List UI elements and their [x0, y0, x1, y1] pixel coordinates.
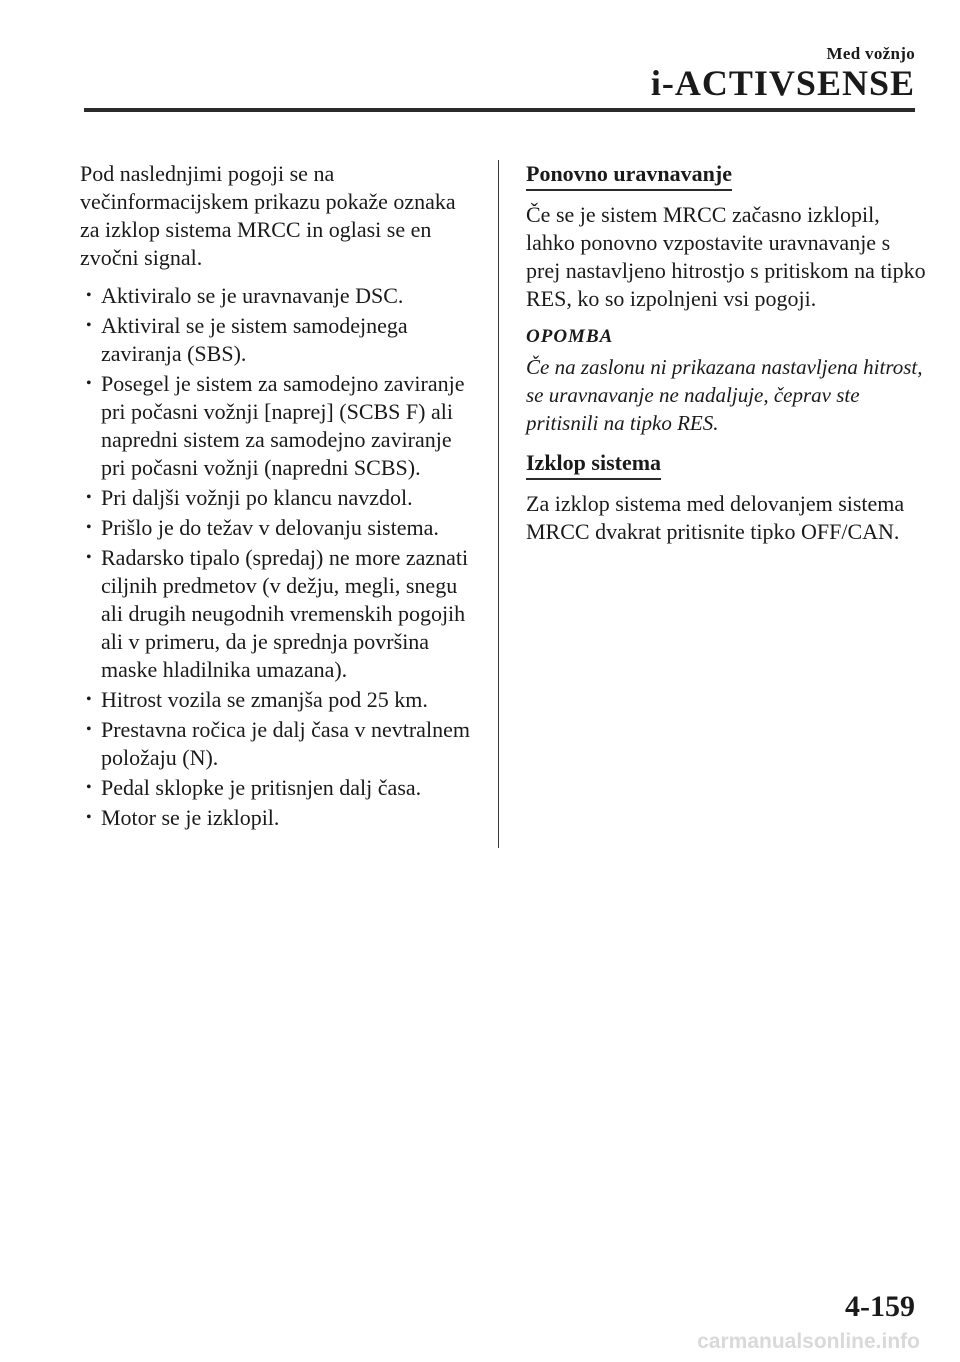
left-column	[80, 160, 480, 834]
off-paragraph: Za izklop sistema med delovanjem sistema MRCC dvakrat pritisnite tipko OFF/CAN.	[526, 491, 905, 544]
list-item	[80, 544, 480, 684]
bullet-icon: •	[86, 549, 92, 566]
list-item-text: Aktiviralo se je uravnavanje DSC.	[101, 283, 404, 308]
bullet-icon: •	[86, 519, 92, 536]
bullet-icon: •	[86, 375, 92, 392]
list-item-text: Aktiviral se je sistem samodejnega zaviranja (SBS).	[101, 313, 408, 366]
note-paragraph: Če na zaslonu ni prikazana nastavljena hitrost, se uravnavanje ne nadaljuje, čeprav ste pritisnili na tipko RES.	[526, 355, 923, 435]
list-item	[80, 282, 480, 310]
list-item	[80, 514, 480, 542]
list-item	[80, 716, 480, 772]
bullet-icon: •	[86, 779, 92, 796]
note-label: OPOMBA	[526, 326, 614, 347]
list-item-text: Prišlo je do težav v delovanju sistema.	[101, 515, 439, 540]
bullet-icon: •	[86, 721, 92, 738]
conditions-list	[80, 282, 480, 832]
intro-paragraph: Pod naslednjimi pogoji se na večinformacijskem prikazu pokaže oznaka za izklop sistema MRCC in oglasi se en zvočni signal.	[80, 161, 456, 270]
watermark: carmanualsonline.info	[697, 1330, 920, 1353]
header-title: i-ACTIVSENSE	[650, 63, 915, 103]
header-rule	[84, 108, 915, 112]
right-column	[526, 160, 926, 556]
list-item-text: Radarsko tipalo (spredaj) ne more zaznati ciljnih predmetov (v dežju, megli, snegu ali drugih neugodnih vremenskih pogojih ali v primeru, da je sprednja površina maske hladilnika umazana).	[101, 545, 469, 682]
list-item-text: Posegel je sistem za samodejno zaviranje pri počasni vožnji [naprej] (SCBS F) ali napredni sistem za samodejno zaviranje pri počasni vožnji (napredni SCBS).	[101, 371, 465, 480]
list-item	[80, 484, 480, 512]
header-section-label: Med vožnjo	[826, 44, 915, 63]
resume-paragraph: Če se je sistem MRCC začasno izklopil, lahko ponovno vzpostavite uravnavanje s prej nastavljeno hitrostjo s pritiskom na tipko RES, ko so izpolnjeni vsi pogoji.	[526, 202, 926, 311]
resume-heading: Ponovno uravnavanje	[526, 160, 732, 191]
off-heading: Izklop sistema	[526, 449, 661, 480]
list-item-text: Pedal sklopke je pritisnjen dalj časa.	[101, 775, 422, 800]
bullet-icon: •	[86, 489, 92, 506]
column-divider	[498, 160, 499, 848]
list-item-text: Motor se je izklopil.	[101, 805, 280, 830]
bullet-icon: •	[86, 809, 92, 826]
list-item-text: Hitrost vozila se zmanjša pod 25 km.	[101, 687, 428, 712]
list-item	[80, 804, 480, 832]
bullet-icon: •	[86, 287, 92, 304]
list-item	[80, 312, 480, 368]
list-item-text: Prestavna ročica je dalj časa v nevtralnem položaju (N).	[101, 717, 470, 770]
bullet-icon: •	[86, 691, 92, 708]
list-item	[80, 774, 480, 802]
page-number: 4-159	[845, 1290, 915, 1323]
list-item	[80, 370, 480, 482]
bullet-icon: •	[86, 317, 92, 334]
list-item-text: Pri daljši vožnji po klancu navzdol.	[101, 485, 413, 510]
list-item	[80, 686, 480, 714]
